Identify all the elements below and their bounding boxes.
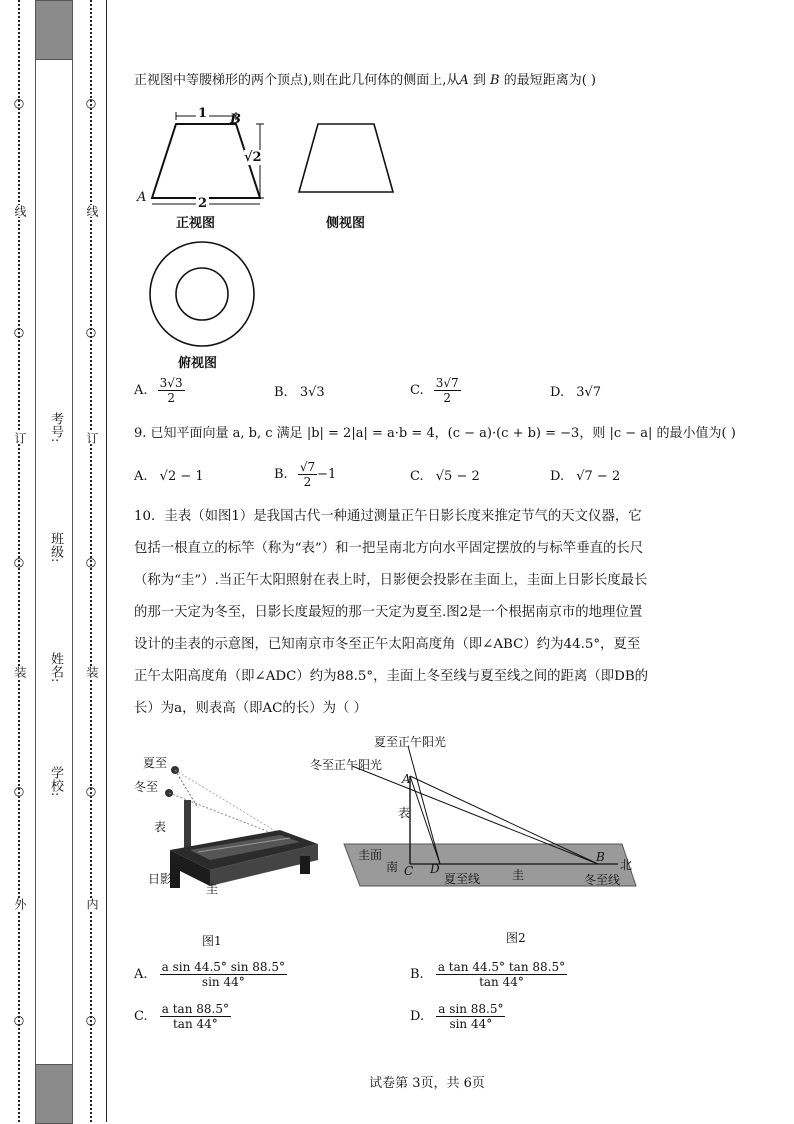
inner-mark: ○ <box>84 555 98 569</box>
fig2-label-summer-line: 夏至线 <box>444 872 481 886</box>
inner-mark: 订 <box>85 432 99 444</box>
q8-option-b: B. 3√3 <box>274 385 325 400</box>
front-view-top-length: 1 <box>198 106 208 121</box>
outer-mark: 线 <box>13 205 27 217</box>
q10-line: 正午太阳高度角（即∠ADC）约为88.5°，圭面上冬至线与夏至线之间的距离（即DB的 <box>134 669 649 684</box>
front-view-label-a: A <box>137 190 147 205</box>
fig2-label-winter-light: 冬至正午阳光 <box>310 758 383 772</box>
fig1-label-winter: 冬至 <box>134 780 159 794</box>
inner-mark: ○ <box>84 1013 98 1027</box>
fig2-label-d: D <box>430 862 440 876</box>
field-school: 学校: <box>48 766 63 797</box>
fig2-label-ruler: 圭 <box>512 868 525 882</box>
q10-option-b: B. $\frac{\text{a tan 44.5° tan 88.5°}}{\tan 44^\circ}$ <box>410 960 566 989</box>
q10-option-a: A. $\frac{\text{a sin 44.5° sin 88.5°}}{\sin 44^\circ}$ <box>134 960 285 989</box>
inner-mark: ○ <box>84 96 98 110</box>
inner-mark: 线 <box>85 205 99 217</box>
inner-mark: 内 <box>85 898 99 910</box>
fig2-label-winter-line: 冬至线 <box>584 873 621 887</box>
top-view-caption: 俯视图 <box>178 356 218 371</box>
q9-stem: 9. 已知平面向量 a, b, c 满足 |b| = 2|a| = a·b = 4，(c − a)·(c + b) = −3，则 |c − a| 的最小值为( ) <box>134 426 736 441</box>
front-view-height: √2 <box>244 150 262 165</box>
margin-shaded-bar-top <box>35 0 73 60</box>
outer-mark: ○ <box>12 555 26 569</box>
q10-stem <box>134 505 648 729</box>
front-view-bottom-length: 2 <box>198 196 208 211</box>
q10-option-c: C. $\frac{\text{a tan 88.5°}}{\tan 44^\circ}$ <box>134 1002 229 1031</box>
fig2-label-plane: 圭面 <box>358 848 383 862</box>
side-view-caption: 侧视图 <box>326 216 366 231</box>
fig2-label-summer-light: 夏至正午阳光 <box>374 735 447 749</box>
page-footer: 试卷第 3页，共 6页 <box>369 1076 485 1091</box>
margin-border-line <box>106 0 107 1122</box>
fig2-caption: 图2 <box>506 931 526 945</box>
q10-line: 10．圭表（如图1）是我国古代一种通过测量正午日影长度来推定节气的天文仪器，它 <box>134 509 642 524</box>
q8-stem: 正视图中等腰梯形的两个顶点),则在此几何体的侧面上,从A 到 B 的最短距离为( ) <box>134 73 596 88</box>
fig2-label-south: 南 <box>386 860 399 874</box>
field-class: 班级: <box>48 532 63 563</box>
fig1-caption: 图1 <box>202 934 222 948</box>
q10-line: 的那一天定为冬至，日影长度最短的那一天定为夏至.图2是一个根据南京市的地理位置 <box>134 605 643 620</box>
q10-line: 设计的圭表的示意图，已知南京市冬至正午太阳高度角（即∠ABC）约为44.5°，夏至 <box>134 637 641 652</box>
q10-line: （称为“圭”）.当正午太阳照射在表上时，日影便会投影在圭面上，圭面上日影长度最长 <box>134 573 648 588</box>
fig1-label-summer: 夏至 <box>143 756 168 770</box>
front-view-label-b: B <box>230 112 241 127</box>
q8-option-a: A. $\frac{3√3}{2}$ <box>134 376 183 405</box>
fig2-label-north: 北 <box>620 858 633 872</box>
q9-option-a: A. √2 − 1 <box>134 469 204 484</box>
q8-top-view <box>146 238 258 350</box>
fig2-label-c: C <box>404 864 414 878</box>
outer-mark: 装 <box>13 666 27 678</box>
fig1-label-shadow: 日影 <box>148 872 173 886</box>
fig2-label-b: B <box>596 850 605 864</box>
q9-option-b: B. $\frac{√7}{2}$ −1 <box>274 460 337 489</box>
inner-mark: ○ <box>84 325 98 339</box>
inner-mark: ○ <box>84 784 98 798</box>
fig1-label-gnomon: 表 <box>154 820 167 834</box>
fig2-label-a: A <box>402 772 411 786</box>
fig1-label-ruler: 圭 <box>206 882 219 896</box>
q8-option-d: D. 3√7 <box>550 385 602 400</box>
fig2-label-gnomon: 表 <box>398 806 411 820</box>
q10-line: 包括一根直立的标竿（称为“表”）和一把呈南北方向水平固定摆放的与标竿垂直的长尺 <box>134 541 644 556</box>
q8-option-c: C. $\frac{3√7}{2}$ <box>410 376 459 405</box>
inner-mark: 装 <box>85 666 99 678</box>
field-exam-number: 考号: <box>48 412 63 443</box>
outer-mark: ○ <box>12 325 26 339</box>
outer-mark: 外 <box>13 898 27 910</box>
q10-option-d: D. $\frac{\text{a sin 88.5°}}{\sin 44^\circ}$ <box>410 1002 504 1031</box>
q10-line: 长）为a，则表高（即AC的长）为（ ） <box>134 701 368 716</box>
q9-option-d: D. √7 − 2 <box>550 469 621 484</box>
q9-option-c: C. √5 − 2 <box>410 469 480 484</box>
outer-mark: ○ <box>12 96 26 110</box>
outer-mark: ○ <box>12 1013 26 1027</box>
q8-side-view <box>294 120 398 196</box>
front-view-caption: 正视图 <box>176 216 216 231</box>
outer-mark: 订 <box>13 432 27 444</box>
outer-mark: ○ <box>12 784 26 798</box>
field-name: 姓名: <box>48 652 63 683</box>
